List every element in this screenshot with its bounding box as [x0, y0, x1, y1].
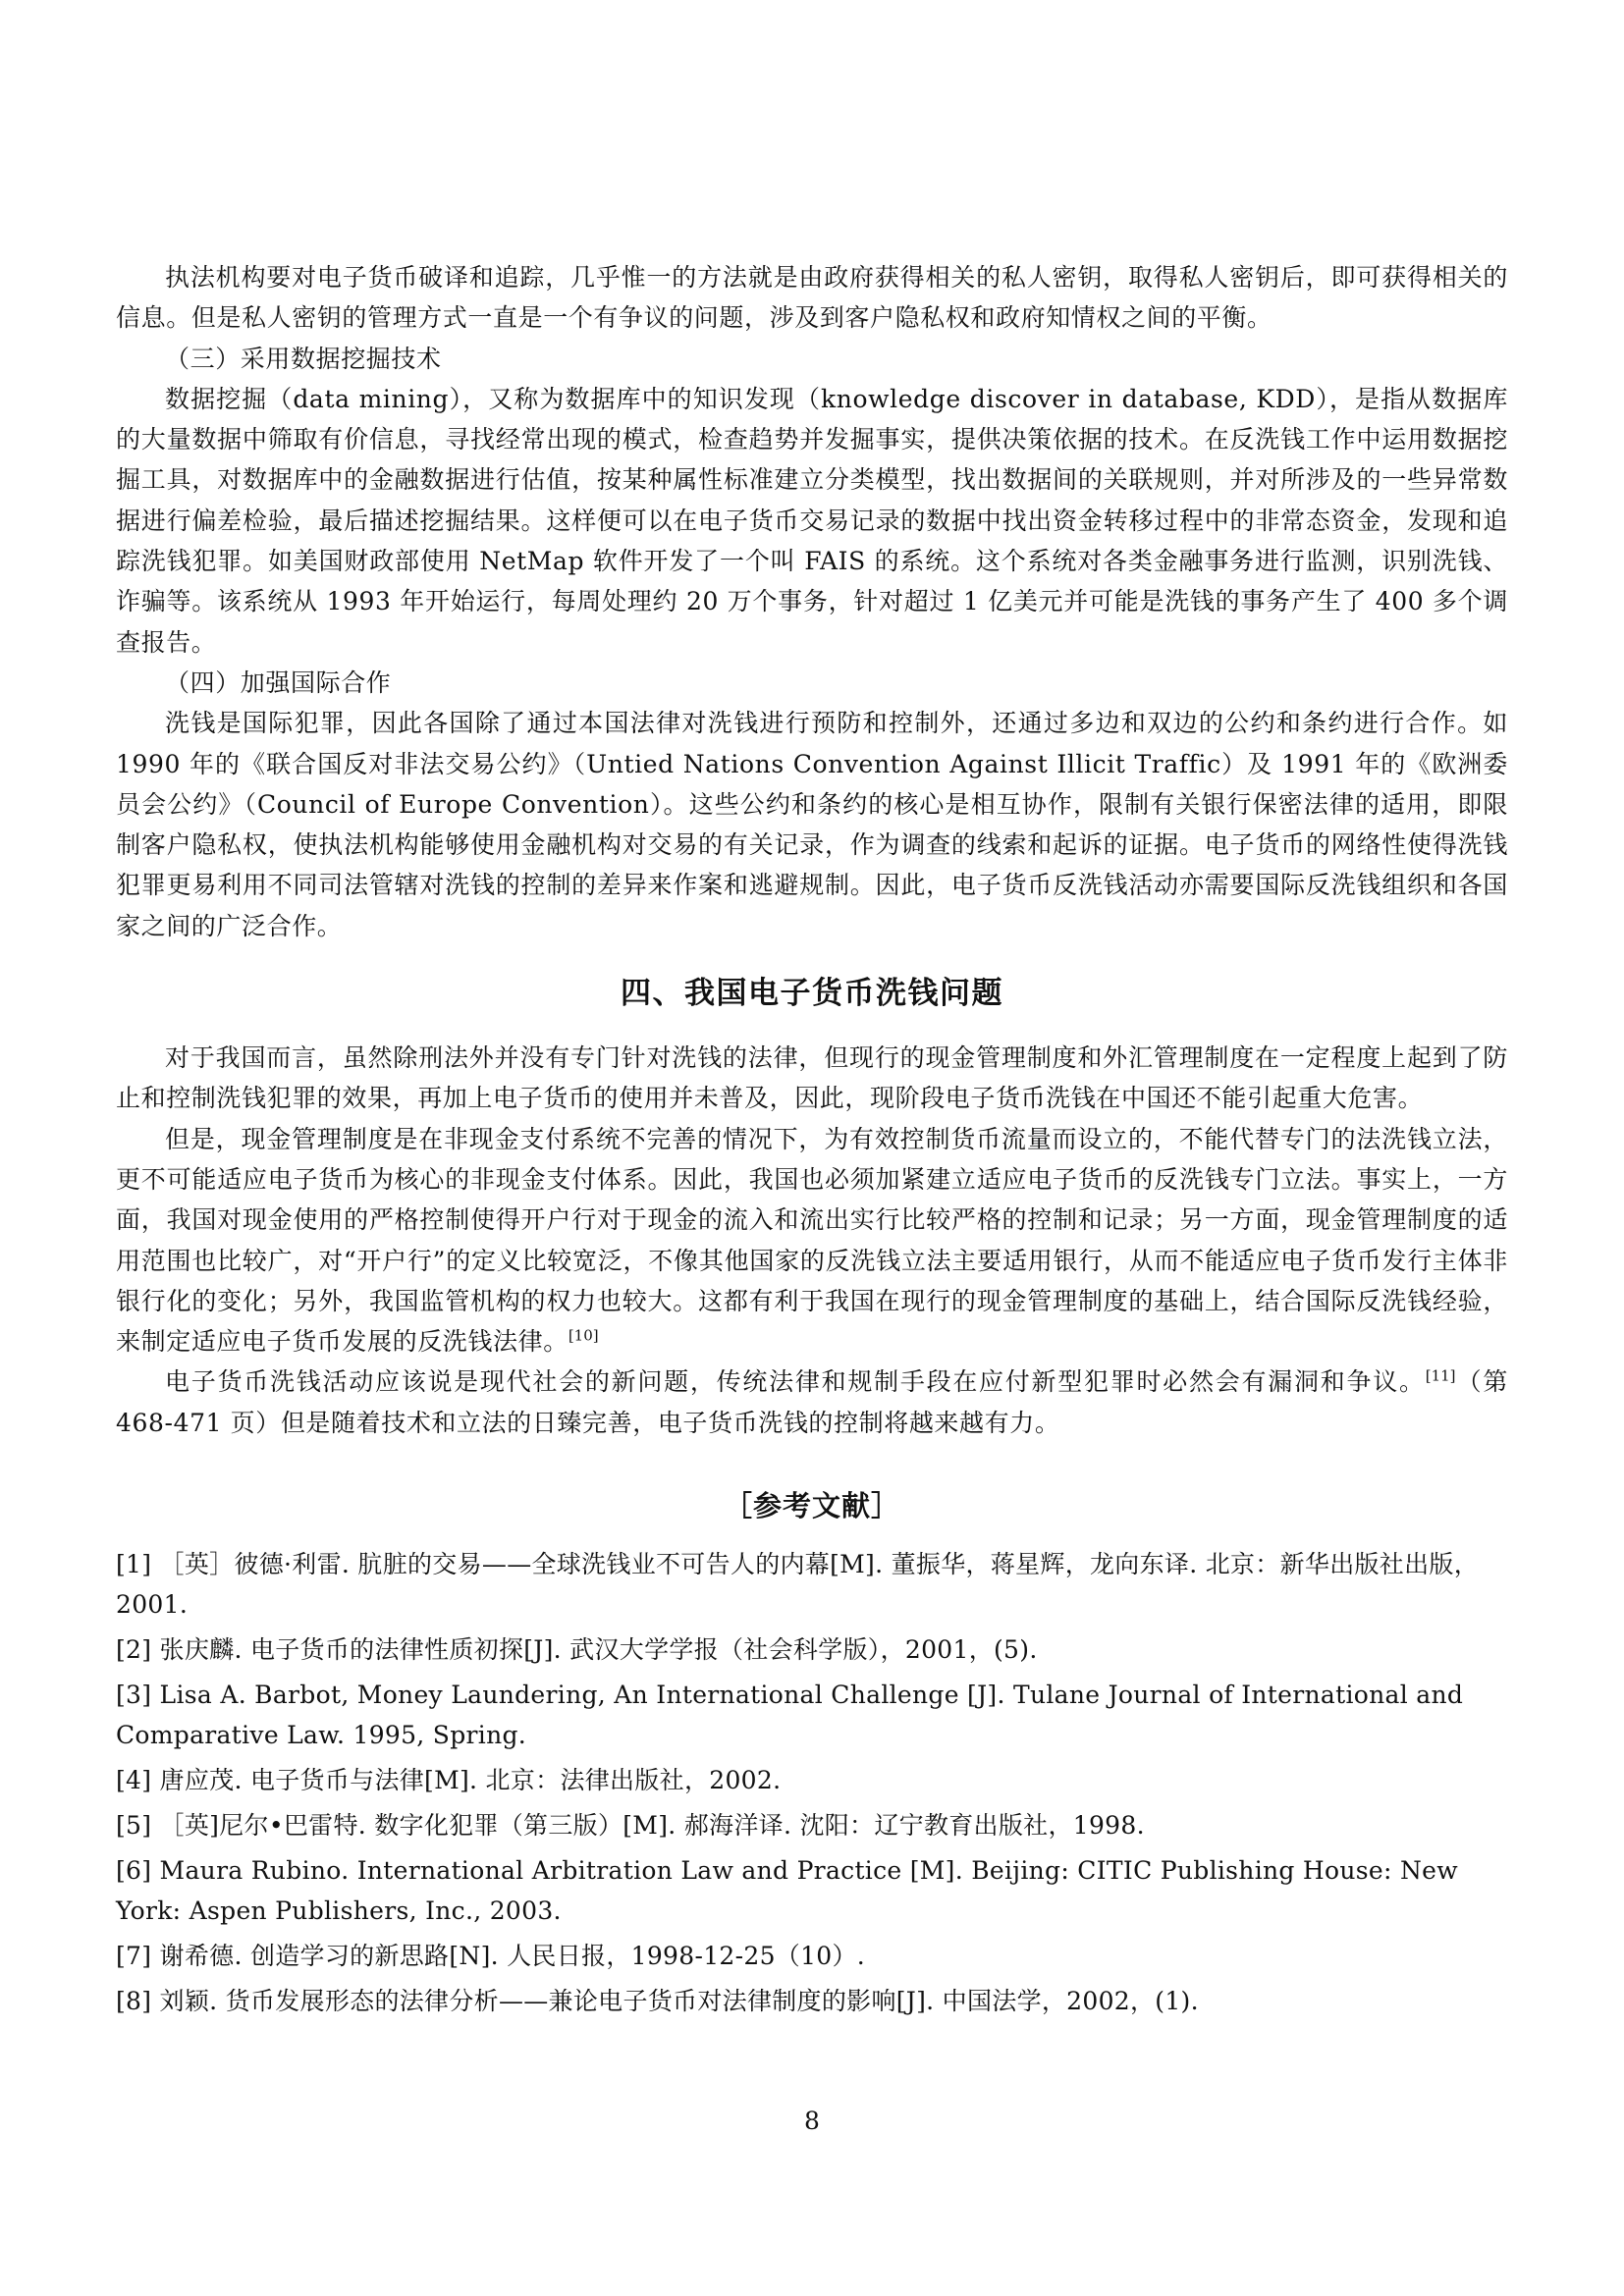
reference-item: [3] Lisa A. Barbot, Money Laundering, An International Challenge [J]. Tulane Journal of International and Comparative Law. 1995, Spring.: [116, 1681, 1464, 1750]
reference-item: [8] 刘颖. 货币发展形态的法律分析——兼论电子货币对法律制度的影响[J]. 中国法学，2002，(1).: [116, 1987, 1199, 2016]
reference-item: [7] 谢希德. 创造学习的新思路[N]. 人民日报，1998-12-25（10）.: [116, 1942, 866, 1971]
subheading-data-mining: （三）采用数据挖掘技术: [165, 344, 442, 373]
page-number: 8: [804, 2107, 820, 2135]
subheading-international-cooperation: （四）加强国际合作: [165, 667, 392, 697]
paragraph-data-mining: 数据挖掘（data mining），又称为数据库中的知识发现（knowledge discover in database, KDD），是指从数据库的大量数据中筛取有价信息，寻找经常出现的模式，检查趋势并发掘事实，提供决策依据的技术。在反洗钱工作中运用数据挖掘工具，对数据库中的金融数据进行估值，按某种属性标准建立分类模型，找出数据间的关联规则，并对所涉及的一些异常数据进行偏差检验，最后描述挖掘结果。这样便可以在电子货币交易记录的数据中找出资金转移过程中的非常态资金，发现和追踪洗钱犯罪。如美国财政部使用 NetMap 软件开发了一个叫 FAIS 的系统。这个系统对各类金融事务进行监测，识别洗钱、诈骗等。该系统从 1993 年开始运行，每周处理约 20 万个事务，针对超过 1 亿美元并可能是洗钱的事务产生了 400 多个调查报告。: [116, 384, 1508, 657]
paragraph-conclusion: [116, 1362, 1508, 1443]
footnote-marker-11: [11]: [1425, 1367, 1456, 1386]
paragraph-text: 但是，现金管理制度是在非现金支付系统不完善的情况下，为有效控制货币流量而设立的，不能代替专门的法洗钱立法，更不可能适应电子货币为核心的非现金支付体系。因此，我国也必须加紧建立适应电子货币的反洗钱专门立法。事实上，一方面，我国对现金使用的严格控制使得开户行对于现金的流入和流出实行比较严格的控制和记录；另一方面，现金管理制度的适用范围也比较广，对“开户行”的定义比较宽泛，不像其他国家的反洗钱立法主要适用银行，从而不能适应电子货币发行主体非银行化的变化；另外，我国监管机构的权力也较大。这都有利于我国在现行的现金管理制度的基础上，结合国际反洗钱经验，来制定适应电子货币发展的反洗钱法律。: [116, 1124, 1508, 1357]
reference-item: [4] 唐应茂. 电子货币与法律[M]. 北京：法律出版社，2002.: [116, 1766, 782, 1795]
references-heading: ［参考文献］: [723, 1489, 900, 1523]
references-list: [116, 1544, 1508, 2021]
reference-item: [2] 张庆麟. 电子货币的法律性质初探[J]. 武汉大学学报（社会科学版），2001，(5).: [116, 1635, 1038, 1665]
section-heading-china-money-laundering: 四、我国电子货币洗钱问题: [621, 976, 1003, 1012]
reference-item: [6] Maura Rubino. International Arbitration Law and Practice [M]. Beijing: CITIC Publishing House: New York: Aspen Publishers, Inc., 2003.: [116, 1856, 1458, 1926]
paragraph-law-enforcement: 执法机构要对电子货币破译和追踪，几乎惟一的方法就是由政府获得相关的私人密钥，取得私人密钥后，即可获得相关的信息。但是私人密钥的管理方式一直是一个有争议的问题，涉及到客户隐私权和政府知情权之间的平衡。: [116, 263, 1508, 333]
paragraph-china-status: 对于我国而言，虽然除刑法外并没有专门针对洗钱的法律，但现行的现金管理制度和外汇管理制度在一定程度上起到了防止和控制洗钱犯罪的效果，再加上电子货币的使用并未普及，因此，现阶段电子货币洗钱在中国还不能引起重大危害。: [116, 1043, 1508, 1113]
paragraph-text: 电子货币洗钱活动应该说是现代社会的新问题，传统法律和规制手段在应付新型犯罪时必然会有漏洞和争议。: [165, 1367, 1426, 1397]
paragraph-china-cash-regulation: [116, 1119, 1508, 1362]
paragraph-text: （第 468-471 页）但是随着技术和立法的日臻完善，电子货币洗钱的控制将越来越有力。: [116, 1367, 1509, 1437]
footnote-marker-10: [10]: [568, 1326, 599, 1345]
reference-item: [5] ［英]尼尔•巴雷特. 数字化犯罪（第三版）[M]. 郝海洋译. 沈阳：辽宁教育出版社，1998.: [116, 1811, 1145, 1841]
reference-item: [1] ［英］彼德·利雷. 肮脏的交易——全球洗钱业不可告人的内幕[M]. 董振华，蒋星辉，龙向东译. 北京：新华出版社出版，2001.: [116, 1550, 1479, 1620]
paragraph-international-cooperation: 洗钱是国际犯罪，因此各国除了通过本国法律对洗钱进行预防和控制外，还通过多边和双边的公约和条约进行合作。如 1990 年的《联合国反对非法交易公约》（Untied Nations Convention Against Illicit Traffic）及 1991 年的《欧洲委员会公约》（Council of Europe Convention）。这些公约和条约的核心是相互协作，限制有关银行保密法律的适用，即限制客户隐私权，使执法机构能够使用金融机构对交易的有关记录，作为调查的线索和起诉的证据。电子货币的网络性使得洗钱犯罪更易利用不同司法管辖对洗钱的控制的差异来作案和逃避规制。因此，电子货币反洗钱活动亦需要国际反洗钱组织和各国家之间的广泛合作。: [116, 709, 1508, 940]
